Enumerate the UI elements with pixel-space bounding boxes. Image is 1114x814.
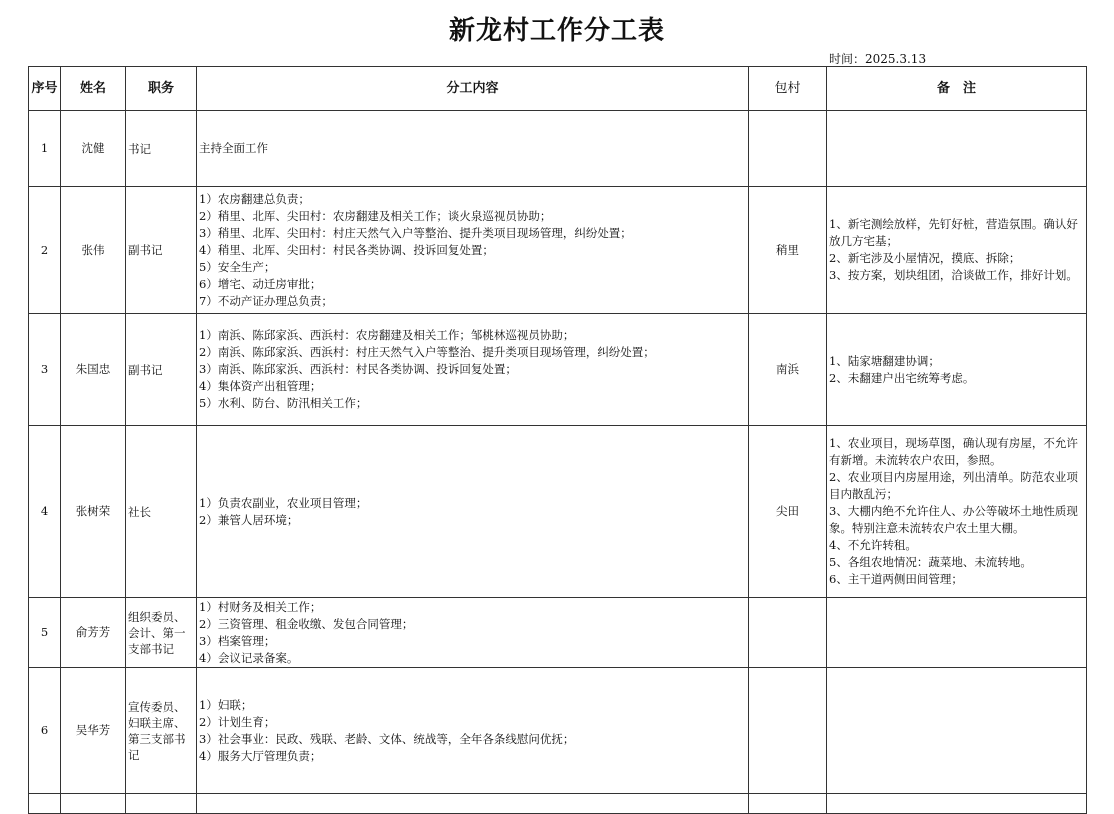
duty-cell xyxy=(126,598,197,668)
content-line: 1）南浜、陈邱家浜、西浜村：农房翻建及相关工作；邹桃林巡视员协助； xyxy=(199,328,575,342)
table-header-row xyxy=(29,67,1087,111)
note-line: 2、农业项目内房屋用途，列出清单。防范农业项目内散乱污； xyxy=(829,470,1078,501)
content-line: 3）南浜、陈邱家浜、西浜村：村民各类协调、投诉回复处置； xyxy=(199,362,517,376)
content-line: 2）计划生育； xyxy=(199,714,276,729)
village-cell: 尖田 xyxy=(749,426,827,598)
duty-line: 书记 xyxy=(128,141,151,156)
village-cell xyxy=(749,598,827,668)
content-line: 3）社会事业：民政、残联、老龄、文体、统战等，全年各条线慰问优抚； xyxy=(199,731,575,746)
content-line: 4）稍里、北厍、尖田村：村民各类协调、投诉回复处置； xyxy=(199,242,494,257)
content-line: 主持全面工作 xyxy=(199,141,268,155)
content-cell xyxy=(197,426,749,598)
note-line: 3、按方案，划块组团，洽谈做工作，排好计划。 xyxy=(829,268,1078,282)
content-line: 2）南浜、陈邱家浜、西浜村：村庄天然气入户等整治、提升类项目现场管理，纠纷处置； xyxy=(199,345,655,359)
name-cell: 张伟 xyxy=(61,187,126,314)
seq-cell: 2 xyxy=(29,187,61,314)
content-line: 5）安全生产； xyxy=(199,259,276,274)
seq-cell: 3 xyxy=(29,314,61,426)
village-cell: 南浜 xyxy=(749,314,827,426)
note-line: 2、未翻建户出宅统筹考虑。 xyxy=(829,370,975,385)
content-line: 2）稍里、北厍、尖田村：农房翻建及相关工作；谈火泉巡视员协助； xyxy=(199,208,552,223)
content-line: 2）兼管人居环境； xyxy=(199,512,299,527)
content-line: 7）不动产证办理总负责； xyxy=(199,293,333,308)
empty-cell xyxy=(197,794,749,814)
notes-cell xyxy=(827,111,1087,187)
table-row xyxy=(29,111,1087,187)
name-cell: 俞芳芳 xyxy=(61,598,126,668)
content-line: 4）服务大厅管理负责； xyxy=(199,748,322,763)
content-cell xyxy=(197,111,749,187)
table-row xyxy=(29,668,1087,794)
header-village: 包村 xyxy=(749,67,827,111)
table-row xyxy=(29,314,1087,426)
duty-cell xyxy=(126,187,197,314)
empty-cell xyxy=(126,794,197,814)
table-row-empty xyxy=(29,794,1087,814)
content-line: 2）三资管理、租金收缴、发包合同管理； xyxy=(199,616,414,631)
note-line: 4、不允许转租。 xyxy=(829,538,917,552)
village-cell xyxy=(749,668,827,794)
notes-cell xyxy=(827,426,1087,598)
note-line: 6、主干道两侧田间管理； xyxy=(829,572,963,586)
note-line: 2、新宅涉及小屋情况，摸底、拆除； xyxy=(829,251,1021,265)
content-line: 1）村财务及相关工作； xyxy=(199,599,322,614)
page-title: 新龙村工作分工表 xyxy=(448,16,665,46)
content-line: 6）增宅、动迁房审批； xyxy=(199,276,322,291)
empty-cell xyxy=(827,794,1087,814)
header-duty: 职务 xyxy=(126,67,197,111)
notes-cell xyxy=(827,314,1087,426)
date-label: 时间：2025.3.13 xyxy=(829,52,927,66)
duty-line: 宣传委员、妇联主席、第三支部书记 xyxy=(128,699,186,762)
name-cell: 沈健 xyxy=(61,111,126,187)
note-line: 5、各组农地情况：蔬菜地、未流转地。 xyxy=(829,555,1032,569)
duty-cell xyxy=(126,668,197,794)
seq-cell: 6 xyxy=(29,668,61,794)
duty-line: 社长 xyxy=(128,504,151,519)
note-line: 3、大棚内绝不允许住人、办公等破坏土地性质现象。特别注意未流转农户农土里大棚。 xyxy=(829,504,1078,535)
duty-line: 组织委员、会计、第一支部书记 xyxy=(128,609,186,656)
table-row xyxy=(29,598,1087,668)
duty-cell xyxy=(126,426,197,598)
seq-cell: 5 xyxy=(29,598,61,668)
duty-cell xyxy=(126,314,197,426)
duty-line: 副书记 xyxy=(128,243,163,257)
duty-line: 副书记 xyxy=(128,362,163,377)
content-cell xyxy=(197,187,749,314)
content-cell xyxy=(197,668,749,794)
note-line: 1、农业项目，现场草图，确认现有房屋，不允许有新增。未流转农户农田，参照。 xyxy=(829,436,1078,467)
empty-cell xyxy=(61,794,126,814)
header-notes: 备 注 xyxy=(827,67,1087,111)
content-cell xyxy=(197,314,749,426)
table-row xyxy=(29,426,1087,598)
content-line: 1）负责农副业，农业项目管理； xyxy=(199,495,368,510)
seq-cell: 4 xyxy=(29,426,61,598)
header-name: 姓名 xyxy=(61,67,126,111)
content-line: 4）会议记录备案。 xyxy=(199,650,299,665)
content-line: 4）集体资产出租管理； xyxy=(199,379,322,393)
duty-cell xyxy=(126,111,197,187)
content-line: 3）档案管理； xyxy=(199,633,276,648)
empty-cell xyxy=(29,794,61,814)
name-cell: 朱国忠 xyxy=(61,314,126,426)
content-line: 1）妇联； xyxy=(199,697,253,712)
notes-cell xyxy=(827,598,1087,668)
content-cell xyxy=(197,598,749,668)
division-table xyxy=(28,66,1087,814)
note-line: 1、陆家塘翻建协调； xyxy=(829,353,940,368)
content-line: 3）稍里、北厍、尖田村：村庄天然气入户等整治、提升类项目现场管理，纠纷处置； xyxy=(199,225,632,240)
table-row xyxy=(29,187,1087,314)
seq-cell: 1 xyxy=(29,111,61,187)
empty-cell xyxy=(749,794,827,814)
header-content: 分工内容 xyxy=(197,67,749,111)
content-line: 1）农房翻建总负责； xyxy=(199,191,310,206)
village-cell: 稍里 xyxy=(749,187,827,314)
notes-cell xyxy=(827,668,1087,794)
note-line: 1、新宅测绘放样，先钉好桩，营造氛围。确认好放几方宅基； xyxy=(829,217,1078,248)
village-cell xyxy=(749,111,827,187)
header-seq: 序号 xyxy=(29,67,61,111)
notes-cell xyxy=(827,187,1087,314)
content-line: 5）水利、防台、防汛相关工作； xyxy=(199,396,368,410)
name-cell: 张树荣 xyxy=(61,426,126,598)
name-cell: 吴华芳 xyxy=(61,668,126,794)
